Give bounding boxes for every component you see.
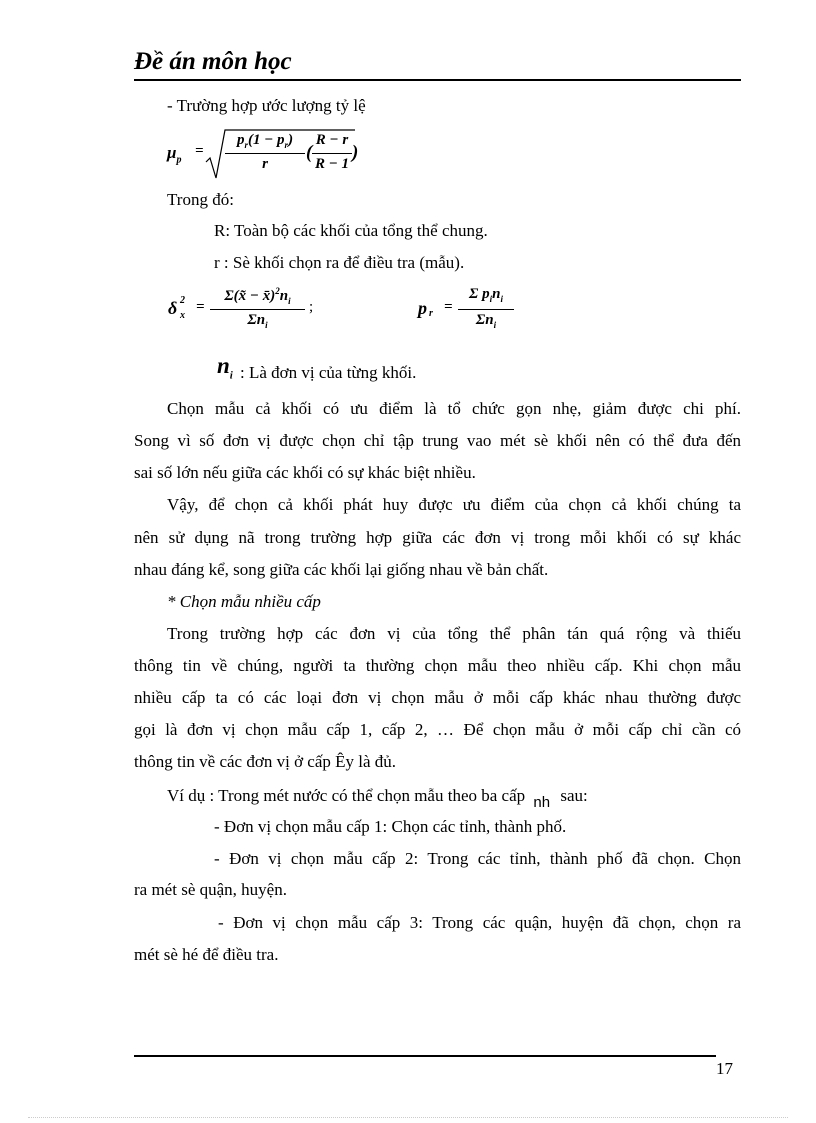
formula-pr <box>418 284 518 336</box>
formula-term: n <box>279 288 289 304</box>
formula-equals: = <box>196 299 205 315</box>
formula-numerator: R − r <box>315 132 349 148</box>
formula-subscript: i <box>288 296 291 306</box>
formula-superscript: 2 <box>180 295 185 306</box>
header-rule <box>134 79 741 81</box>
bullet-line: ra mét sè quận, huyện. <box>134 880 287 899</box>
bullet-line: - Đơn vị chọn mẫu cấp 3: Trong các quận, huyện đã chọn, chọn ra <box>218 913 741 932</box>
formula-subscript: r <box>429 308 433 319</box>
text-line: - Trường hợp ước lượng tỷ lệ <box>167 96 366 115</box>
page-header-title: Đề án môn học <box>134 48 292 75</box>
formula-term: n <box>217 353 230 378</box>
formula-mu-p <box>167 126 367 182</box>
formula-term: Σ(x̃ − x̄) <box>224 288 276 304</box>
formula-term: ) <box>288 132 294 148</box>
text-line: Trong đó: <box>167 190 234 209</box>
formula-subscript: i <box>489 294 493 304</box>
paragraph-line: Trong trường hợp các đơn vị của tổng thể phân tán quá rộng và thiếu <box>167 624 741 643</box>
formula-equals: = <box>195 143 204 159</box>
formula-term: n <box>492 286 501 302</box>
formula-denominator: r <box>262 156 268 172</box>
formula-subscript: i <box>500 294 503 304</box>
formula-delta <box>168 284 338 336</box>
paragraph-line: nhau đáng kể, song giữa các khối lại giống nhau về bản chất. <box>134 560 549 579</box>
paragraph-line: sai số lớn nếu giữa các khối có sự khác biệt nhiều. <box>134 463 476 482</box>
example-stray-text: nh <box>533 794 551 811</box>
formula-superscript: 2 <box>275 286 280 296</box>
formula-paren: ) <box>352 142 359 163</box>
bullet-line: mét sè hé để điều tra. <box>134 945 279 964</box>
text-line: r : Sè khối chọn ra để điều tra (mẫu). <box>214 253 465 272</box>
formula-subscript: p <box>176 154 182 166</box>
section-heading: * Chọn mẫu nhiều cấp <box>167 592 321 611</box>
paragraph-line: gọi là đơn vị chọn mẫu cấp 1, cấp 2, … Để chọn mẫu ở mỗi cấp chỉ cần có <box>134 720 741 739</box>
formula-term: Σ p <box>469 286 490 302</box>
paragraph-line: nên sử dụng nã trong trường hợp giữa các đơn vị trong mỗi khối có sự khác <box>134 528 741 547</box>
formula-symbol: p <box>418 298 427 318</box>
formula-equals: = <box>444 299 453 315</box>
formula-denominator: R − 1 <box>314 156 350 172</box>
example-text: sau: <box>560 786 588 805</box>
paragraph-line: thông tin về các đơn vị ở cấp Êy là đủ. <box>134 752 397 771</box>
formula-subscript: i <box>229 369 233 382</box>
formula-subscript: r <box>244 140 248 150</box>
formula-subscript: x <box>180 310 185 321</box>
text-line: : Là đơn vị của từng khối. <box>240 363 417 382</box>
paragraph-line: Chọn mẫu cả khối có ưu điểm là tổ chức gọn nhẹ, giảm được chi phí. <box>167 399 741 418</box>
footer-rule <box>134 1055 716 1057</box>
formula-subscript: r <box>284 140 289 150</box>
paragraph-line: thông tin về chúng, người ta thường chọn mẫu theo nhiều cấp. Khi chọn mẫu <box>134 656 741 675</box>
formula-separator: ; <box>309 299 314 315</box>
formula-term: p <box>236 132 245 148</box>
example-line <box>167 786 588 811</box>
formula-term: (1 − p <box>247 132 285 148</box>
ni-symbol <box>217 353 233 382</box>
formula-term: Σn <box>247 312 266 328</box>
paragraph-line: Vậy, để chọn cả khối phát huy được ưu điểm của chọn cả khối chúng ta <box>167 495 741 514</box>
formula-symbol: δ <box>168 298 178 318</box>
bullet-line: - Đơn vị chọn mẫu cấp 1: Chọn các tỉnh, thành phố. <box>214 817 567 836</box>
page-number: 17 <box>716 1059 733 1078</box>
bullet-line: - Đơn vị chọn mẫu cấp 2: Trong các tỉnh, thành phố đã chọn. Chọn <box>214 849 741 868</box>
formula-subscript: i <box>265 320 268 330</box>
paragraph-line: nhiều cấp ta có các loại đơn vị chọn mẫu ở mỗi cấp khác nhau thường được <box>134 688 741 707</box>
formula-subscript: i <box>493 320 497 330</box>
page-edge-dotted-line <box>28 1117 788 1118</box>
text-line: R: Toàn bộ các khối của tổng thể chung. <box>214 221 488 240</box>
paragraph-line: Song vì số đơn vị được chọn chỉ tập trung vao mét sè khối nên có thể đưa đến <box>134 431 741 450</box>
formula-paren: ( <box>306 142 313 163</box>
example-text: Ví dụ : Trong mét nước có thể chọn mẫu theo ba cấp <box>167 786 526 805</box>
formula-symbol: μ <box>167 143 177 162</box>
formula-term: Σn <box>475 312 494 328</box>
